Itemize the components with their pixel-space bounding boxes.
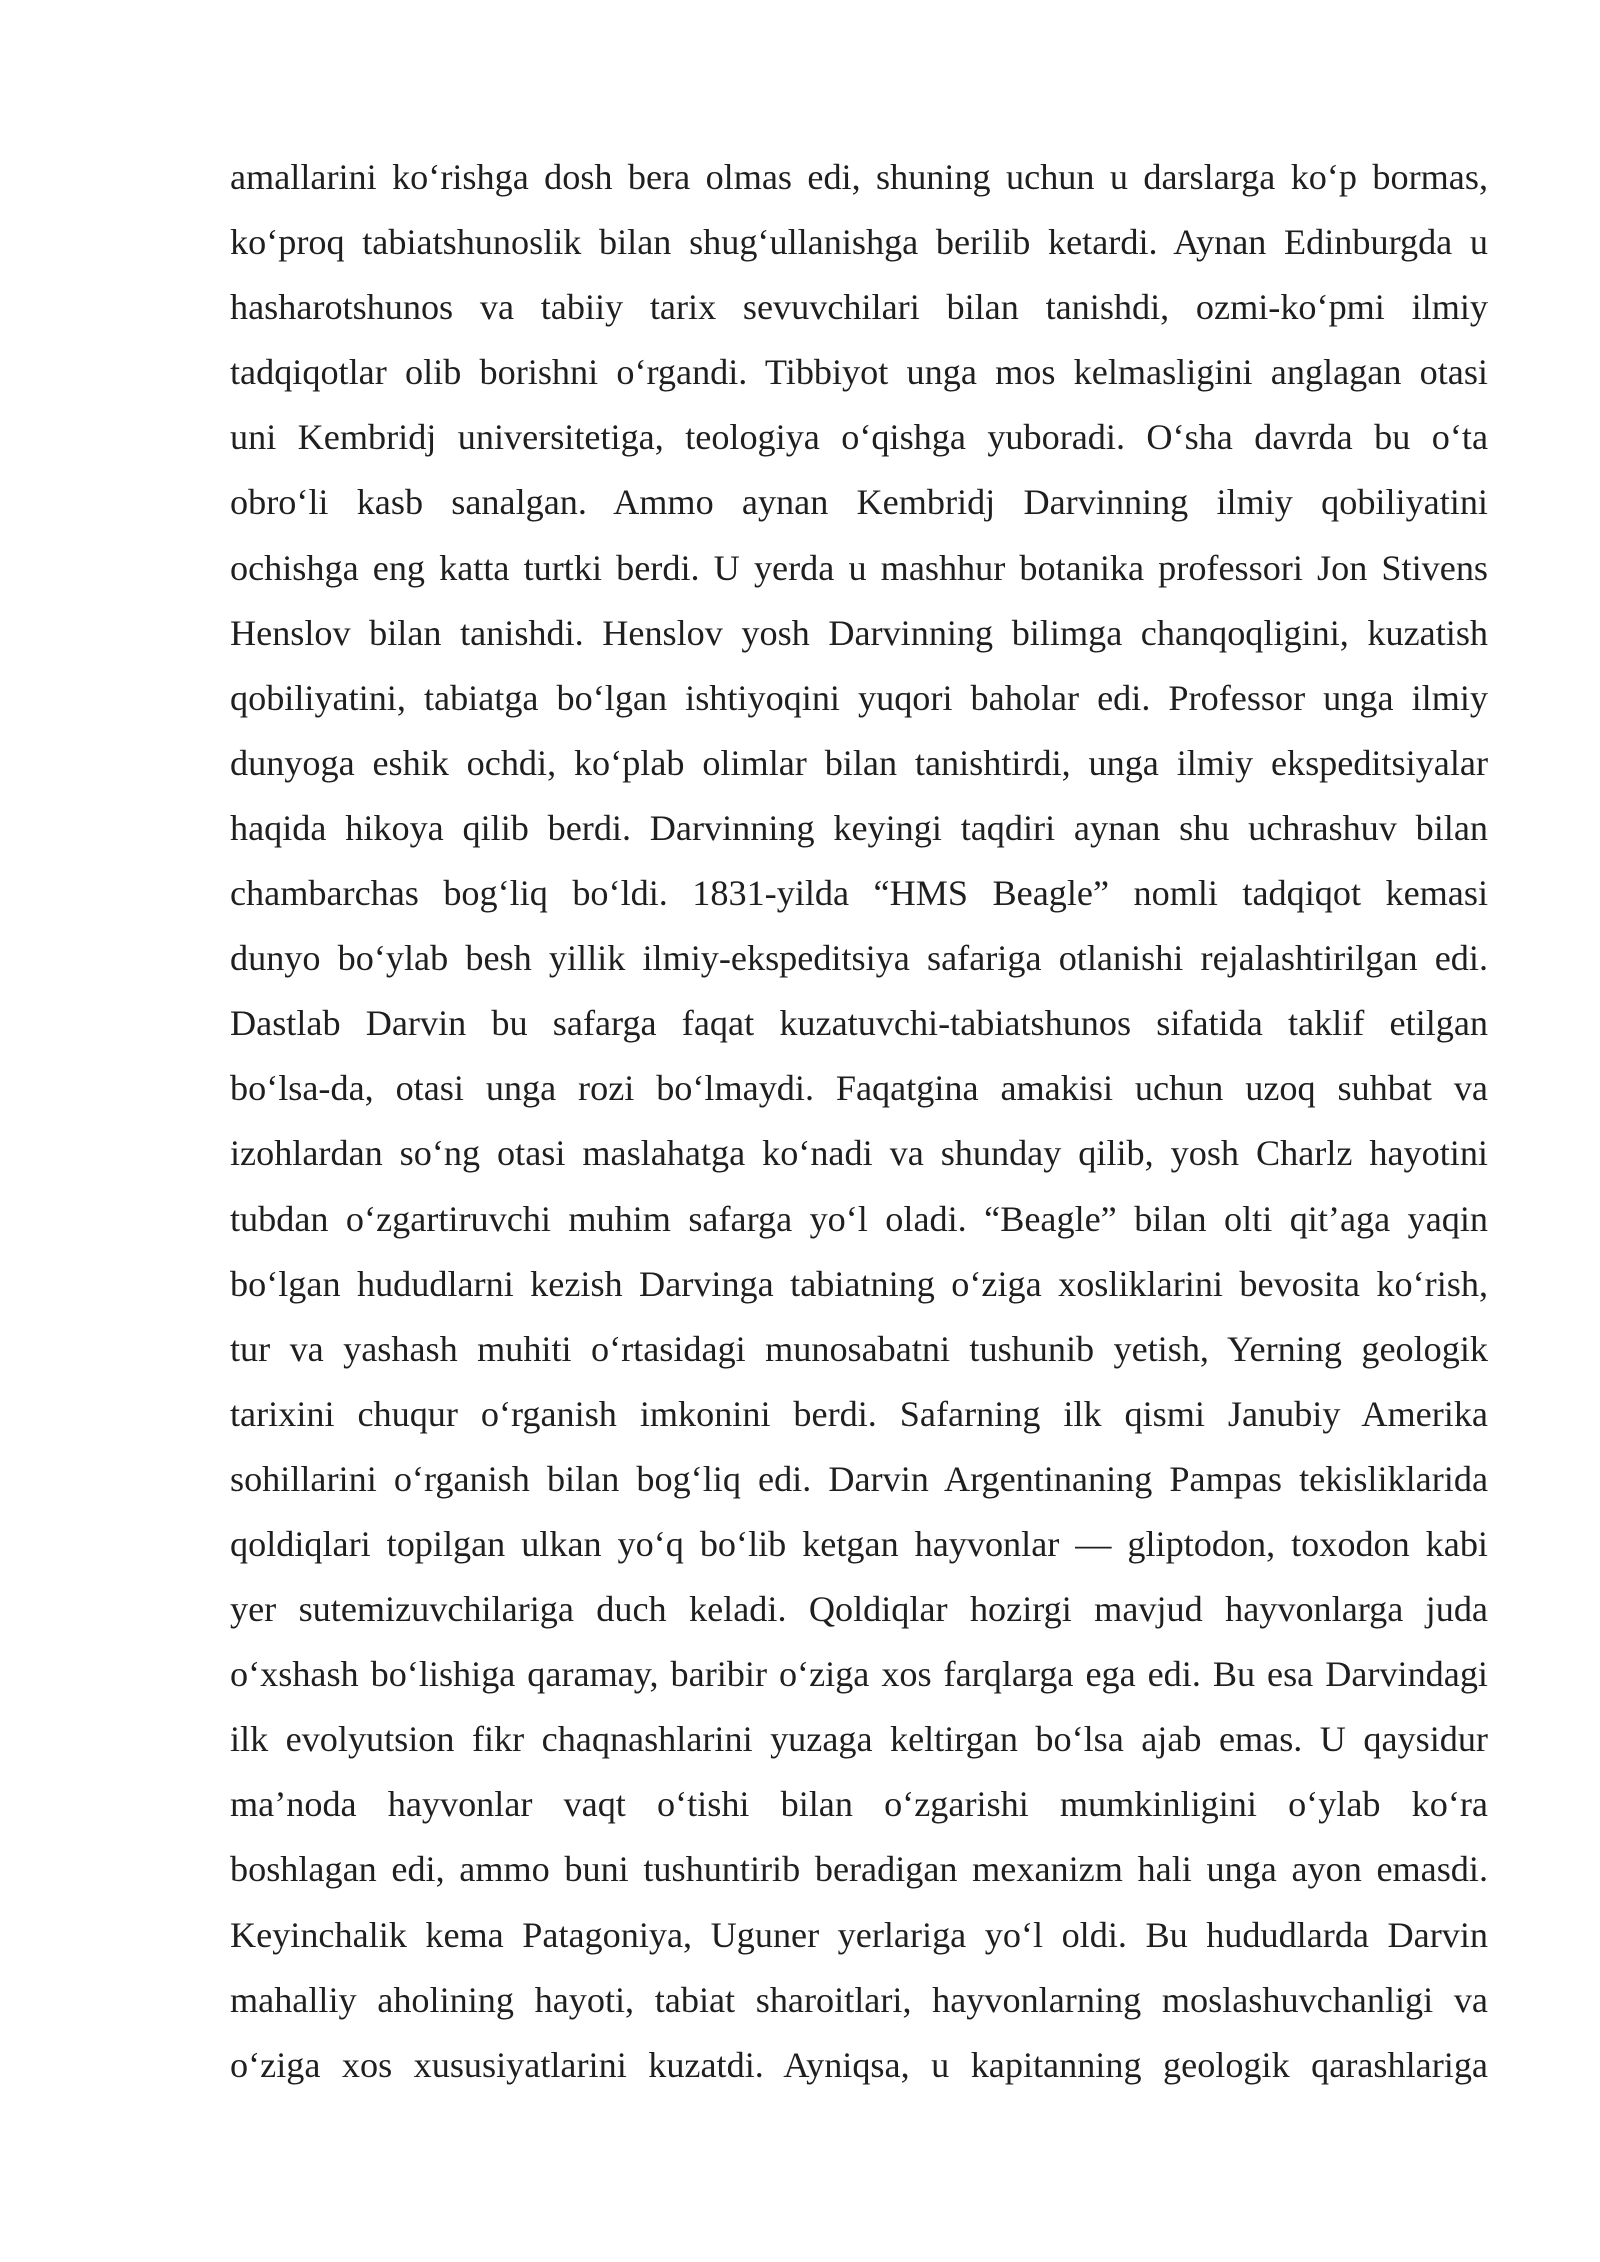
text-line: o‘xshash bo‘lishiga qaramay, baribir o‘ziga xos farqlarga ega edi. Bu esa Darvindagi	[230, 1654, 1488, 1695]
text-line: haqida hikoya qilib berdi. Darvinning keyingi taqdiri aynan shu uchrashuv bilan	[230, 807, 1488, 848]
text-line: bo‘lgan hududlarni kezish Darvinga tabiatning o‘ziga xosliklarini bevosita ko‘rish,	[230, 1263, 1488, 1304]
text-line: boshlagan edi, ammo buni tushuntirib beradigan mexanizm hali unga ayon emasdi.	[230, 1849, 1488, 1890]
text-line: mahalliy aholining hayoti, tabiat sharoitlari, hayvonlarning moslashuvchanligi va	[230, 1979, 1488, 2020]
text-line: amallarini ko‘rishga dosh bera olmas edi, shuning uchun u darslarga ko‘p bormas,	[230, 157, 1488, 197]
text-line: obro‘li kasb sanalgan. Ammo aynan Kembridj Darvinning ilmiy qobiliyatini	[230, 482, 1488, 523]
text-line: Henslov bilan tanishdi. Henslov yosh Darvinning bilimga chanqoqligini, kuzatish	[230, 612, 1488, 653]
text-line: uni Kembridj universitetiga, teologiya o‘qishga yuboradi. O‘sha davrda bu o‘ta	[230, 417, 1488, 458]
text-line: ma’noda hayvonlar vaqt o‘tishi bilan o‘zgarishi mumkinligini o‘ylab ko‘ra	[230, 1784, 1488, 1825]
text-line: chambarchas bog‘liq bo‘ldi. 1831-yilda “HMS Beagle” nomli tadqiqot kemasi	[230, 873, 1488, 914]
text-line: qoldiqlari topilgan ulkan yo‘q bo‘lib ketgan hayvonlar — gliptodon, toxodon kabi	[230, 1523, 1488, 1564]
text-line: ko‘proq tabiatshunoslik bilan shug‘ullanishga berilib ketardi. Aynan Edinburgda u	[230, 222, 1488, 263]
text-line: tarixini chuqur o‘rganish imkonini berdi. Safarning ilk qismi Janubiy Amerika	[230, 1393, 1488, 1434]
text-line: hasharotshunos va tabiiy tarix sevuvchilari bilan tanishdi, ozmi-ko‘pmi ilmiy	[230, 287, 1488, 328]
text-line: dunyo bo‘ylab besh yillik ilmiy-ekspeditsiya safariga otlanishi rejalashtirilgan edi.	[230, 938, 1488, 979]
text-line: o‘ziga xos xususiyatlarini kuzatdi. Ayniqsa, u kapitanning geologik qarashlariga	[230, 2044, 1488, 2085]
text-line: ochishga eng katta turtki berdi. U yerda u mashhur botanika professori Jon Stivens	[230, 547, 1488, 588]
text-line: dunyoga eshik ochdi, ko‘plab olimlar bilan tanishtirdi, unga ilmiy ekspeditsiyalar	[230, 742, 1488, 783]
text-line: sohillarini o‘rganish bilan bog‘liq edi. Darvin Argentinaning Pampas tekisliklarida	[230, 1458, 1488, 1499]
text-line: ilk evolyutsion fikr chaqnashlarini yuzaga keltirgan bo‘lsa ajab emas. U qaysidur	[230, 1719, 1488, 1760]
text-line: tadqiqotlar olib borishni o‘rgandi. Tibbiyot unga mos kelmasligini anglagan otasi	[230, 352, 1488, 393]
text-line: bo‘lsa-da, otasi unga rozi bo‘lmaydi. Faqatgina amakisi uchun uzoq suhbat va	[230, 1068, 1488, 1109]
body-paragraph	[230, 145, 1488, 2098]
text-line: yer sutemizuvchilariga duch keladi. Qoldiqlar hozirgi mavjud hayvonlarga juda	[230, 1589, 1488, 1630]
text-line: izohlardan so‘ng otasi maslahatga ko‘nadi va shunday qilib, yosh Charlz hayotini	[230, 1133, 1488, 1174]
text-line: tur va yashash muhiti o‘rtasidagi munosabatni tushunib yetish, Yerning geologik	[230, 1328, 1488, 1369]
text-line: qobiliyatini, tabiatga bo‘lgan ishtiyoqini yuqori baholar edi. Professor unga ilmiy	[230, 677, 1488, 718]
text-line: Dastlab Darvin bu safarga faqat kuzatuvchi-tabiatshunos sifatida taklif etilgan	[230, 1003, 1488, 1044]
text-line: Keyinchalik kema Patagoniya, Uguner yerlariga yo‘l oldi. Bu hududlarda Darvin	[230, 1914, 1488, 1955]
text-line: tubdan o‘zgartiruvchi muhim safarga yo‘l oladi. “Beagle” bilan olti qit’aga yaqin	[230, 1198, 1488, 1239]
